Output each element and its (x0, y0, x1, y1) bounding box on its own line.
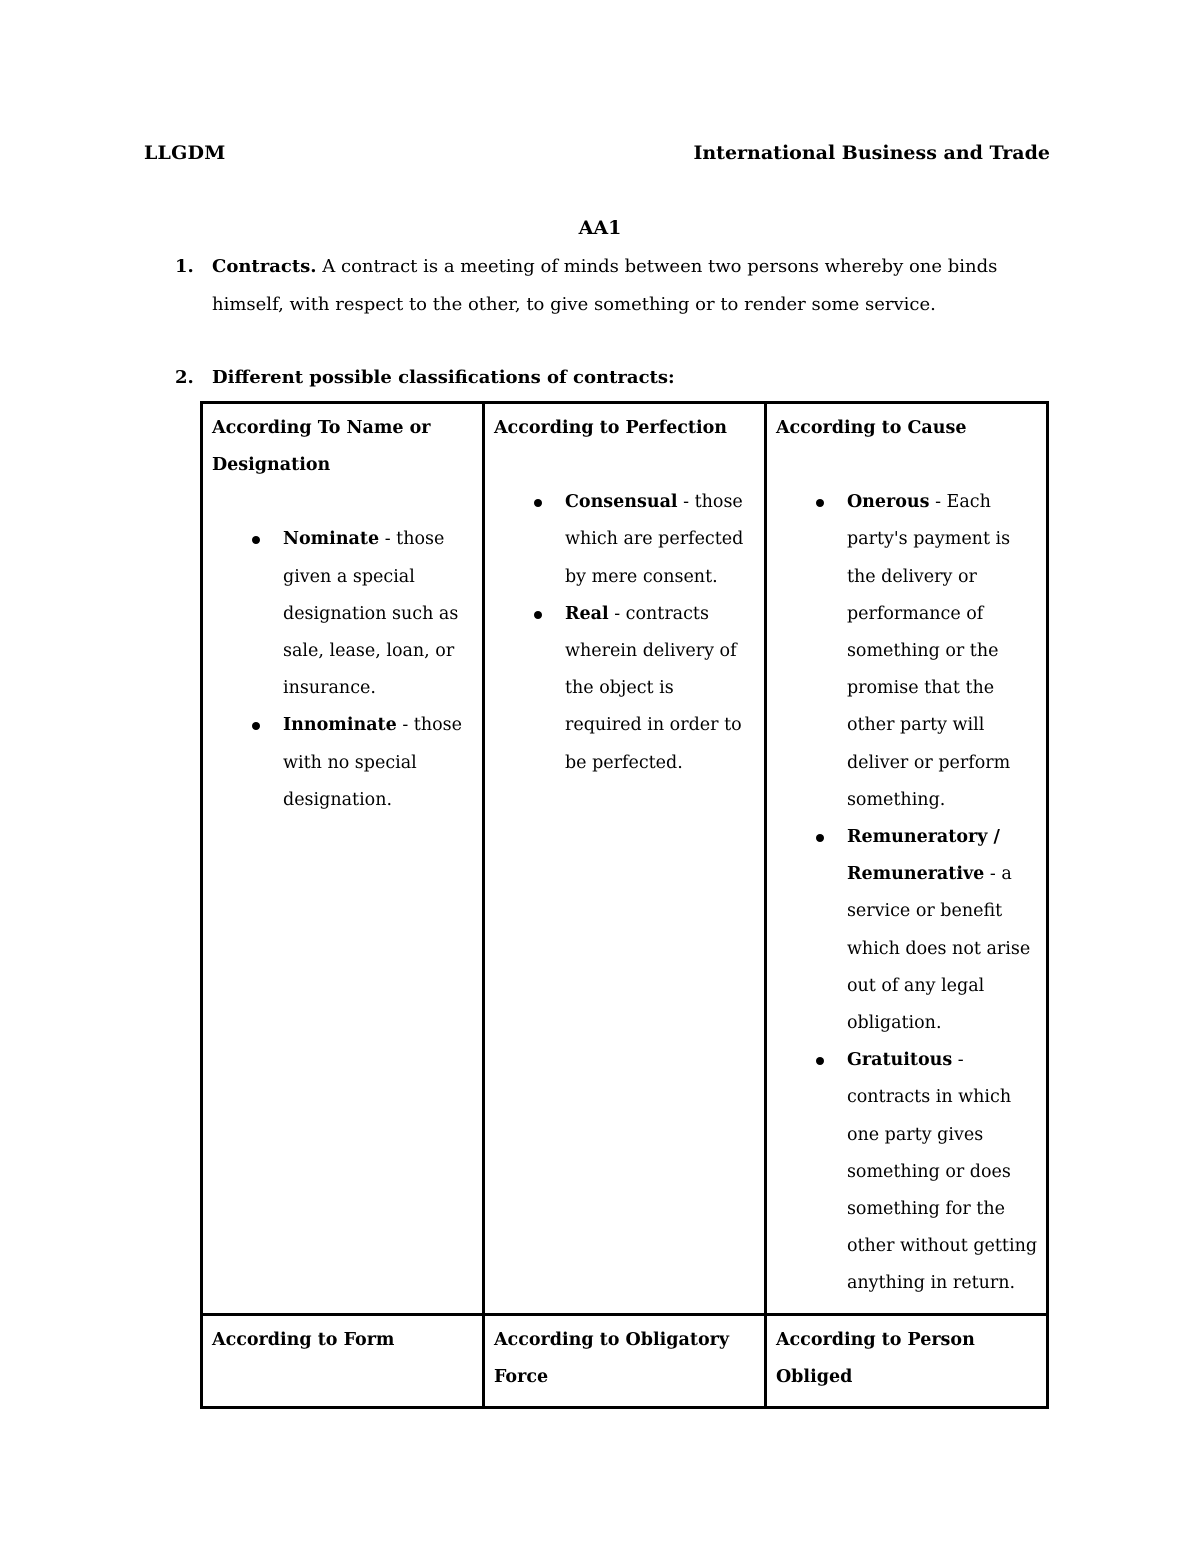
cell-cause (765, 403, 1047, 1315)
list-item (776, 484, 1038, 819)
cell-person-obliged (765, 1314, 1047, 1407)
list-item (776, 819, 1038, 1042)
bullet-term: Nominate (283, 529, 380, 550)
item-term: Contracts. (212, 256, 317, 277)
item-contracts (175, 248, 1060, 323)
table-row (202, 403, 1048, 1315)
list-item (494, 484, 756, 596)
list-item (212, 707, 474, 819)
bullet-text: - a service or benefit which does not arise out of any legal obligation. (846, 864, 1031, 1034)
bullet-text: - those given a special designation such as sale, lease, loan, or insurance. (283, 529, 459, 699)
bullet-term: Consensual (564, 492, 678, 513)
header-left: LLGDM (144, 142, 226, 164)
bullet-term: Gratuitous (846, 1050, 953, 1071)
list-item (212, 521, 474, 707)
table-row (202, 1314, 1048, 1407)
bullet-term: Onerous (846, 492, 930, 513)
item-classifications (175, 359, 1060, 397)
item-body (212, 359, 1060, 397)
bullet-text: - contracts in which one party gives something or does something for the other without getting anything in return. (846, 1050, 1038, 1294)
bullet-text: - those with no special designation. (283, 715, 462, 810)
item-body (212, 248, 1060, 323)
column-heading: According to Obligatory Force (493, 1329, 730, 1387)
bullet-list (212, 521, 474, 819)
cell-form (202, 1314, 484, 1407)
bullet-list (776, 484, 1038, 1302)
header-right: International Business and Trade (693, 142, 1050, 164)
bullet-text: - those which are perfected by mere consent. (564, 492, 744, 587)
cell-perfection (483, 403, 765, 1315)
column-heading: According to Cause (775, 418, 967, 438)
column-heading: According to Form (212, 1329, 395, 1350)
list-item (494, 596, 756, 782)
item-term: Different possible classifications of contracts: (212, 367, 675, 388)
column-heading: According to Perfection (493, 418, 728, 438)
list-item (776, 1042, 1038, 1302)
bullet-text: - contracts wherein delivery of the object is required in order to be perfected. (564, 603, 742, 773)
document-title: AA1 (578, 217, 622, 239)
column-heading: According to Person Obliged (775, 1329, 975, 1387)
classification-table (200, 401, 1049, 1409)
item-number: 2. (175, 367, 194, 388)
bullet-term: Innominate (283, 715, 397, 736)
column-heading: According To Name or Designation (212, 418, 431, 476)
bullet-list (494, 484, 756, 782)
item-definition: A contract is a meeting of minds between two persons whereby one binds himself, with respect to the other, to give something or to render some service. (212, 256, 998, 315)
item-number: 1. (175, 256, 194, 277)
cell-obligatory-force (483, 1314, 765, 1407)
bullet-term: Real (564, 603, 609, 624)
cell-name-designation (202, 403, 484, 1315)
bullet-term: Remuneratory / Remunerative (846, 827, 1000, 885)
bullet-text: - Each party's payment is the delivery or performance of something or the promise that the other party will deliver or perform something. (846, 492, 1011, 810)
